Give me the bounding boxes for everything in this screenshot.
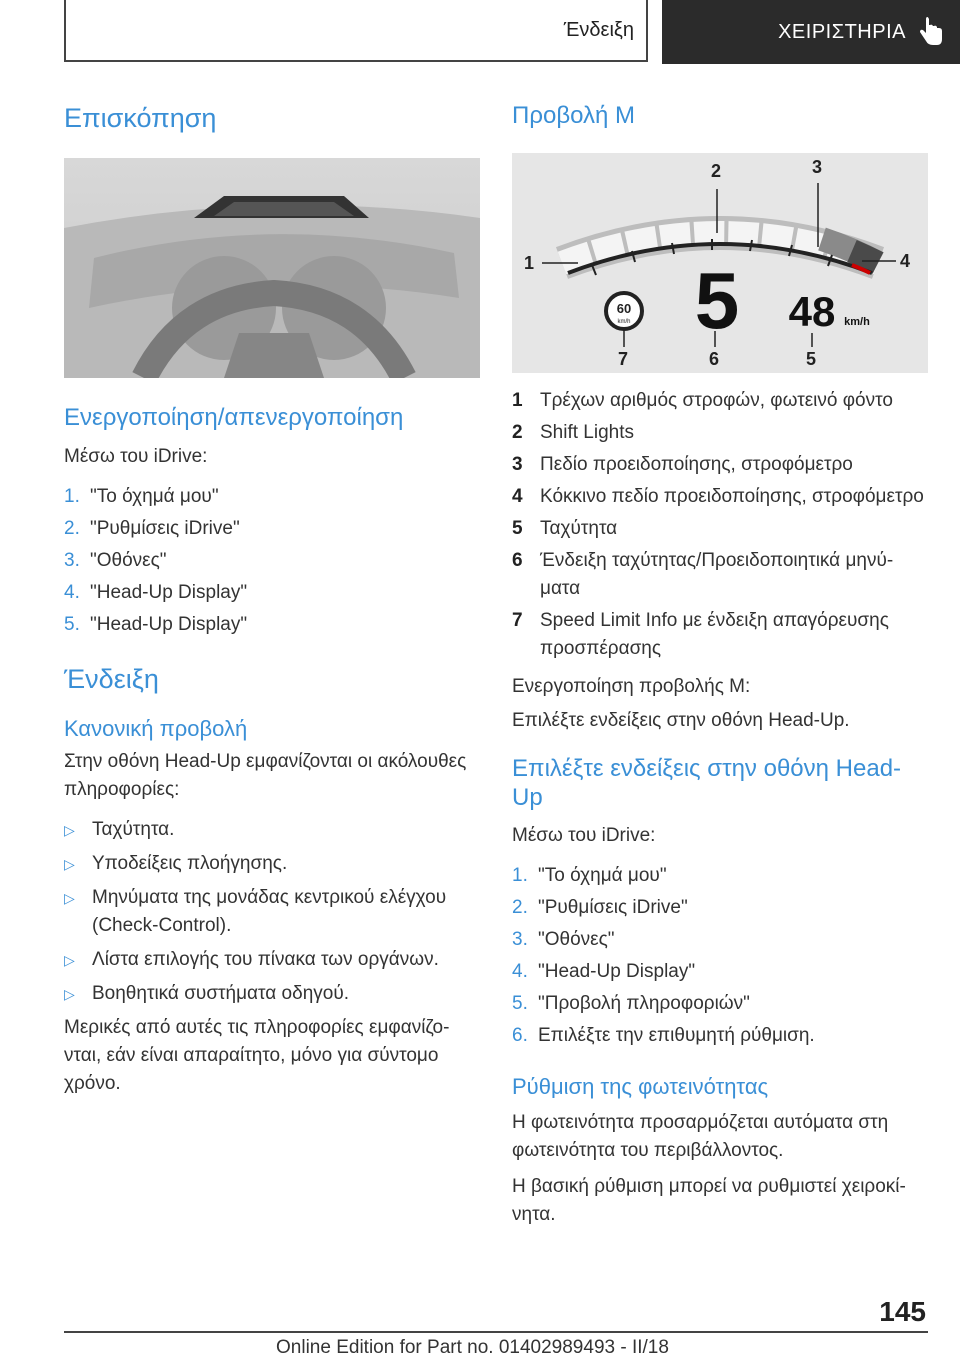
legend-item: 4 Κόκκινο πεδίο προειδοποίησης, στροφόμετρο xyxy=(512,485,924,507)
left-column xyxy=(64,92,480,1098)
list-item: 6. Επιλέξτε την επιθυμητή ρύθμιση. xyxy=(512,1025,815,1047)
triangle-bullet-icon: ▷ xyxy=(64,889,75,906)
normal-view-intro: Στην οθόνη Head-Up εμφανίζονται οι ακόλουθες πληροφορίες: xyxy=(64,750,467,800)
normal-view-title: Κανονική προβολή xyxy=(64,715,248,741)
legend-item: 7 Speed Limit Info με ένδειξη απαγόρευσης προσπέρασης xyxy=(512,609,889,659)
select-steps-list xyxy=(512,860,928,1052)
list-item: ▷ Υποδείξεις πλοήγησης. xyxy=(64,850,480,878)
list-item: 4. "Head-Up Display" xyxy=(64,582,248,604)
list-item: ▷ Βοηθητικά συστήματα οδηγού. xyxy=(64,980,480,1008)
triangle-bullet-icon: ▷ xyxy=(64,821,75,838)
header-chapter-tab xyxy=(662,0,960,64)
activation-title: Ενεργοποίηση/απενεργοποίηση xyxy=(64,404,404,432)
brightness-title: Ρύθμιση της φωτεινότητας xyxy=(512,1074,769,1100)
page-number: 145 xyxy=(879,1296,926,1327)
list-item: 5. "Προβολή πληροφοριών" xyxy=(512,993,750,1015)
brightness-p2: Η βασική ρύθμιση μπορεί να ρυθμιστεί χειροκί-νητα. xyxy=(512,1175,906,1225)
list-item: ▷ Ταχύτητα. xyxy=(64,816,480,844)
via-idrive-text: Μέσω του iDrive: xyxy=(64,446,208,468)
callout-7: 7 xyxy=(618,348,629,369)
callout-5: 5 xyxy=(806,348,817,369)
dashboard-photo xyxy=(64,158,480,378)
list-item: 4. "Head-Up Display" xyxy=(512,961,696,983)
select-displays-title: Επιλέξτε ενδείξεις στην οθόνη Head-Up xyxy=(512,754,902,811)
speed-limit-unit: km/h xyxy=(617,318,631,325)
list-item: 2. "Ρυθμίσεις iDrive" xyxy=(64,518,240,540)
list-item: 3. "Οθόνες" xyxy=(64,550,167,572)
speed-value: 48 xyxy=(788,287,836,335)
legend-item: 6 Ένδειξη ταχύτητας/Προειδοποιητικά μηνύ-ματα xyxy=(512,549,894,599)
via-idrive-text-2: Μέσω του iDrive: xyxy=(512,825,656,847)
m-activation-text: Ενεργοποίηση προβολής M: xyxy=(512,675,751,697)
legend-item: 1 Τρέχων αριθμός στροφών, φωτεινό φόντο xyxy=(512,389,893,411)
hand-pointer-icon xyxy=(918,17,944,47)
list-item: 5. "Head-Up Display" xyxy=(64,614,248,636)
list-item: 2. "Ρυθμίσεις iDrive" xyxy=(512,897,688,919)
overview-title: Επισκόπηση xyxy=(64,103,217,133)
legend-item: 5 Ταχύτητα xyxy=(512,517,618,539)
note-text: Μερικές από αυτές τις πληροφορίες εμφανίζο-νται, εάν είναι απαραίτητο, μόνο για σύντομο χρόνο. xyxy=(64,1016,450,1094)
header-chapter-label: ΧΕΙΡΙΣΤΗΡΙΑ xyxy=(778,20,906,43)
footer-divider xyxy=(64,1331,928,1333)
footer-edition: Online Edition for Part no. 01402989493 - II/18 xyxy=(276,1337,669,1358)
list-item: ▷ Λίστα επιλογής του πίνακα των οργάνων. xyxy=(64,946,480,974)
legend-item: 3 Πεδίο προειδοποίησης, στροφόμετρο xyxy=(512,453,853,475)
speed-limit-value: 60 xyxy=(616,300,632,316)
callout-2: 2 xyxy=(711,160,722,181)
gear-indicator: 5 xyxy=(694,255,740,345)
m-view-title: Προβολή M xyxy=(512,102,636,129)
header-section-tab xyxy=(64,0,648,62)
callout-6: 6 xyxy=(709,348,720,369)
info-bullets-list xyxy=(64,816,480,1008)
callout-4: 4 xyxy=(900,250,911,271)
callout-1: 1 xyxy=(524,252,535,273)
brightness-p1: Η φωτεινότητα προσαρμόζεται αυτόματα στη φωτεινότητα του περιβάλλοντος. xyxy=(512,1111,889,1161)
triangle-bullet-icon: ▷ xyxy=(64,985,75,1002)
legend-item: 2 Shift Lights xyxy=(512,421,634,443)
speed-unit: km/h xyxy=(844,315,870,328)
callout-3: 3 xyxy=(812,156,823,177)
m-select-text: Επιλέξτε ενδείξεις στην οθόνη Head-Up. xyxy=(512,709,850,731)
list-item: 1. "Το όχημά μου" xyxy=(512,865,667,887)
list-item: 3. "Οθόνες" xyxy=(512,929,615,951)
figure-legend xyxy=(512,387,928,663)
list-item: ▷ Μηνύματα της μονάδας κεντρικού ελέγχου (Check-Control). xyxy=(64,884,480,940)
display-title: Ένδειξη xyxy=(64,664,159,695)
triangle-bullet-icon: ▷ xyxy=(64,855,75,872)
header-section-label: Ένδειξη xyxy=(563,18,634,41)
list-item: 1. "Το όχημά μου" xyxy=(64,486,219,508)
activation-steps-list xyxy=(64,481,480,641)
triangle-bullet-icon: ▷ xyxy=(64,951,75,968)
right-column xyxy=(512,92,928,1229)
m-view-figure xyxy=(512,153,928,373)
